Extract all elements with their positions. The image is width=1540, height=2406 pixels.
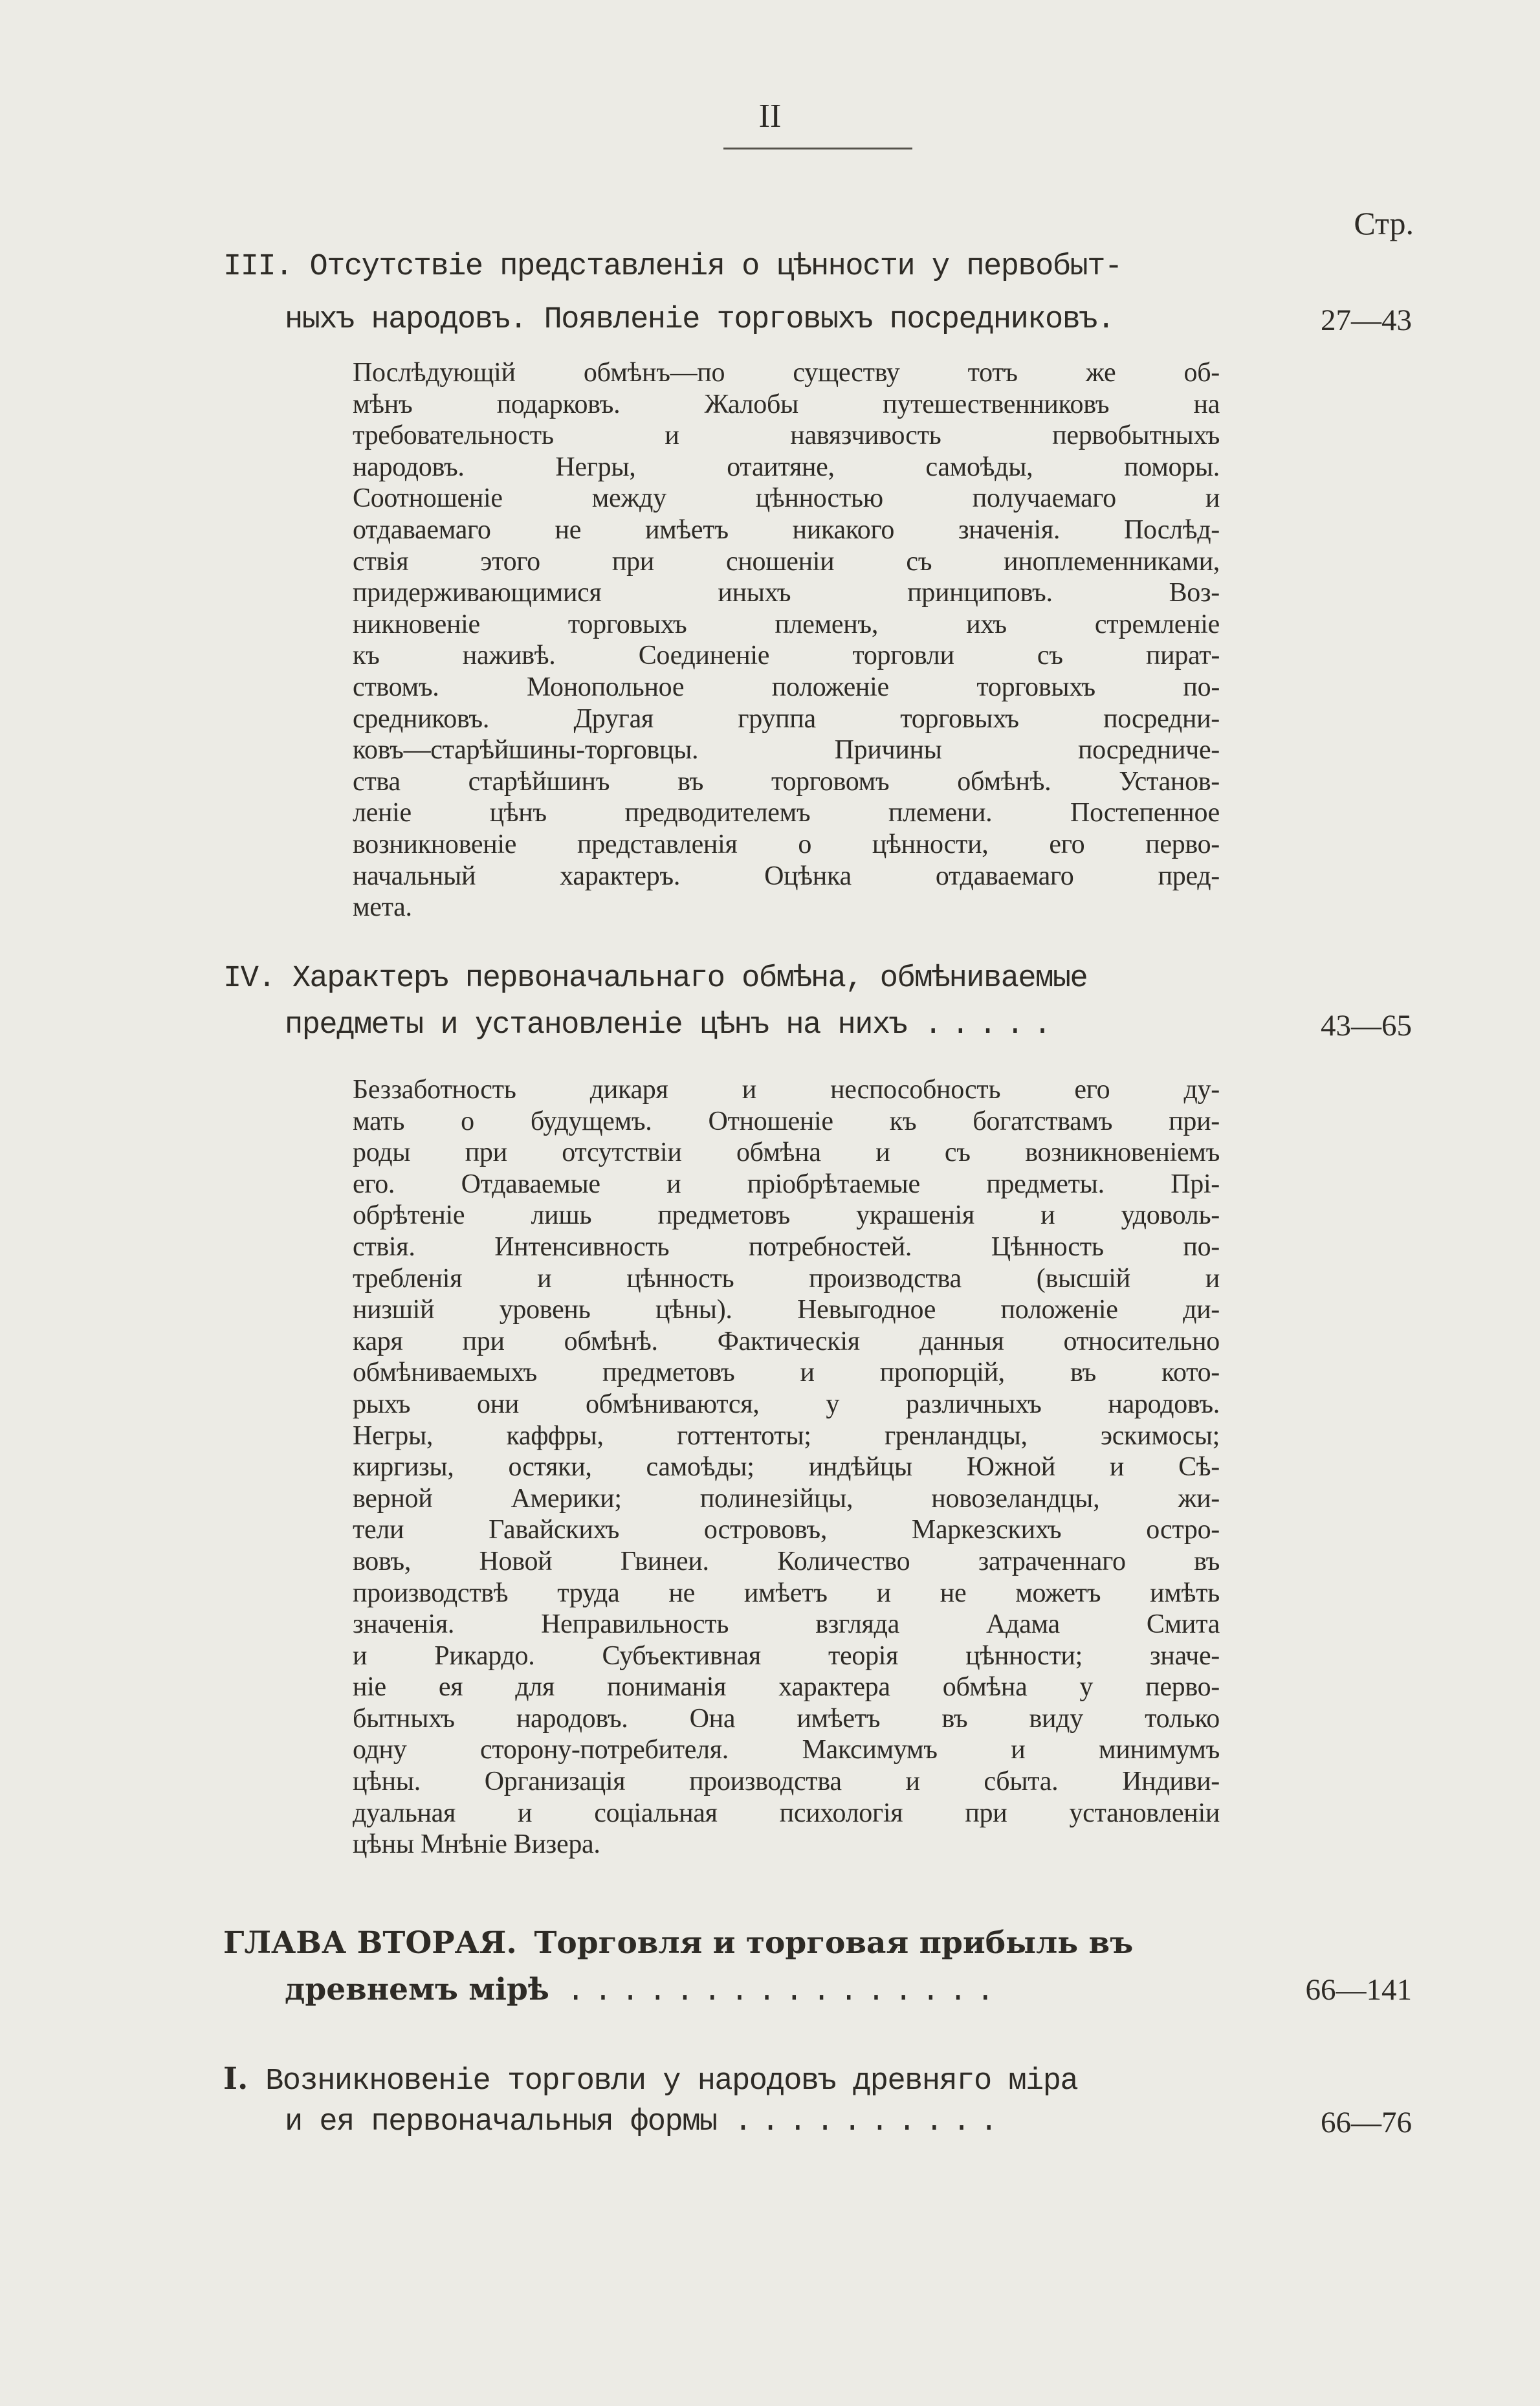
summary-line: никновеніе торговыхъ племенъ, ихъ стремленіе <box>353 609 1220 639</box>
summary-line: киргизы, остяки, самоѣды; индѣйцы Южной и Сѣ- <box>353 1452 1220 1483</box>
summary-line: леніе цѣнъ предводителемъ племени. Постепенное <box>353 798 1220 828</box>
summary-line: возникновеніе представленія о цѣнности, его перво- <box>353 829 1220 859</box>
summary-line: производствѣ труда не имѣетъ и не можетъ имѣть <box>353 1578 1220 1608</box>
summary-line: Послѣдующій обмѣнъ—по существу тотъ же об- <box>353 358 1220 388</box>
entry-title-line <box>285 2100 1220 2145</box>
summary-line: ніе ея для пониманія характера обмѣна у перво- <box>353 1672 1220 1703</box>
summary-line: каря при обмѣнѣ. Фактическія данныя относительно <box>353 1326 1220 1356</box>
summary-line: ствія. Интенсивность потребностей. Цѣнность по- <box>353 1231 1220 1262</box>
entry-title: Характеръ первоначальнаго обмѣна, обмѣниваемые <box>292 962 1088 996</box>
summary-line: цѣны. Организація производства и сбыта. Индиви- <box>353 1767 1220 1797</box>
entry-title: и ея первоначальныя формы <box>285 2105 717 2139</box>
entry-numeral: IV. <box>223 962 276 996</box>
entry-title-line <box>223 245 1220 290</box>
dot-leader: ..... <box>924 1008 1061 1043</box>
entry-numeral: III. <box>223 250 292 284</box>
entry-pages: 66—76 <box>1321 2106 1412 2139</box>
chapter-title-line <box>223 1921 1220 1966</box>
summary-line: Беззаботность дикаря и неспособность его ду- <box>353 1075 1220 1105</box>
summary-line: Соотношеніе между цѣнностью получаемаго и <box>353 483 1220 514</box>
page-number-rule <box>723 148 912 149</box>
summary-line: мать о будущемъ. Отношеніе къ богатствамъ при- <box>353 1106 1220 1136</box>
summary-line: къ наживѣ. Соединеніе торговли съ пират- <box>353 641 1220 671</box>
summary-line: придерживающимися иныхъ принциповъ. Воз- <box>353 578 1220 608</box>
summary-line: тели Гавайскихъ острововъ, Маркезскихъ остро- <box>353 1515 1220 1545</box>
summary-line: Негры, каффры, готтентоты; гренландцы, эскимосы; <box>353 1420 1220 1451</box>
summary-line: обмѣниваемыхъ предметовъ и пропорцій, въ кото- <box>353 1358 1220 1388</box>
summary-line: значенія. Неправильность взгляда Адама Смита <box>353 1609 1220 1640</box>
summary-line: средниковъ. Другая группа торговыхъ посредни- <box>353 703 1220 734</box>
summary-line: дуальная и соціальная психологія при установленіи <box>353 1798 1220 1828</box>
summary-line: мѣнъ подарковъ. Жалобы путешественниковъ на <box>353 389 1220 419</box>
summary-line: ствія этого при сношеніи съ иноплеменниками, <box>353 546 1220 577</box>
chapter-title: Торговля и торговая прибыль въ <box>534 1925 1134 1961</box>
summary-line: бытныхъ народовъ. Она имѣетъ въ виду только <box>353 1703 1220 1734</box>
entry-pages: 27—43 <box>1321 304 1412 337</box>
entry-title: предметы и установленіе цѣнъ на нихъ <box>285 1008 907 1043</box>
summary-line: отдаваемаго не имѣетъ никакого значенія. Послѣд- <box>353 514 1220 545</box>
entry-title-line <box>223 2057 1220 2102</box>
summary-line: его. Отдаваемые и пріобрѣтаемые предметы. Прі- <box>353 1169 1220 1199</box>
summary-line: цѣны Мнѣніе Визера. <box>353 1829 600 1860</box>
summary-line: требленія и цѣнность производства (высшій и <box>353 1263 1220 1294</box>
page-number: II <box>758 98 782 135</box>
dot-leader: .......... <box>734 2105 1007 2139</box>
summary-line: требовательность и навязчивость первобытныхъ <box>353 421 1220 451</box>
summary-line: и Рикардо. Субъективная теорія цѣнности; значе- <box>353 1640 1220 1671</box>
summary-line: ствомъ. Монопольное положеніе торговыхъ по- <box>353 672 1220 702</box>
summary-line: низшій уровень цѣны). Невыгодное положеніе ди- <box>353 1295 1220 1325</box>
summary-line: рыхъ они обмѣниваются, у различныхъ народовъ. <box>353 1389 1220 1419</box>
summary-line: народовъ. Негры, отаитяне, самоѣды, поморы. <box>353 452 1220 482</box>
entry-title: Отсутствіе представленія о цѣнности у первобыт- <box>309 250 1122 284</box>
entry-title-line <box>285 1003 1220 1048</box>
summary-line: ковъ—старѣйшины-торговцы. Причины посредниче- <box>353 735 1220 766</box>
chapter-label: ГЛАВА ВТОРАЯ. <box>223 1925 517 1961</box>
summary-line: верной Америки; полинезійцы, новозеландцы, жи- <box>353 1483 1220 1514</box>
entry-title-line <box>223 956 1220 1002</box>
summary-line: обрѣтеніе лишь предметовъ украшенія и удоволь- <box>353 1200 1220 1231</box>
summary-line: ства старѣйшинъ въ торговомъ обмѣнѣ. Установ- <box>353 766 1220 797</box>
entry-numeral: I. <box>223 2061 248 2097</box>
chapter-title: древнемъ мірѣ <box>285 1972 549 2007</box>
dot-leader: ................ <box>566 1975 1004 2009</box>
entry-title: ныхъ народовъ. Появленіе торговыхъ посредниковъ. <box>285 303 1114 337</box>
entry-title-line <box>285 298 1220 343</box>
chapter-title-line <box>285 1967 1220 2013</box>
summary-line: мета. <box>353 892 412 923</box>
chapter-pages: 66—141 <box>1305 1973 1412 2007</box>
summary-line: вовъ, Новой Гвинеи. Количество затраченнаго въ <box>353 1546 1220 1576</box>
pages-column-header: Стр. <box>1354 205 1414 241</box>
entry-title: Возникновеніе торговли у народовъ древняго міра <box>265 2064 1078 2099</box>
entry-pages: 43—65 <box>1321 1009 1412 1043</box>
summary-line: роды при отсутствіи обмѣна и съ возникновеніемъ <box>353 1138 1220 1168</box>
entry-summary <box>353 1074 1220 1860</box>
entry-summary <box>353 357 1220 923</box>
summary-line: начальный характеръ. Оцѣнка отдаваемаго пред- <box>353 861 1220 891</box>
summary-line: одну сторону-потребителя. Максимумъ и минимумъ <box>353 1735 1220 1765</box>
